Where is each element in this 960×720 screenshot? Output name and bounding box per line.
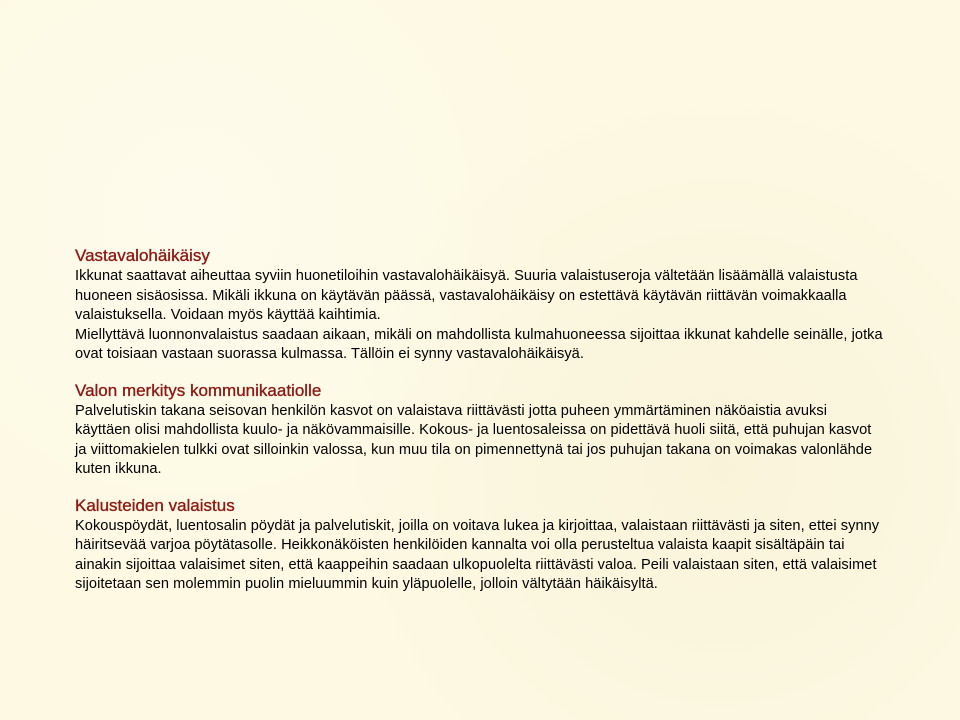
section-kalusteiden-valaistus <box>75 495 883 595</box>
slide-content <box>75 245 883 610</box>
section-paragraph: Miellyttävä luonnonvalaistus saadaan aikaan, mikäli on mahdollista kulmahuoneessa sijoittaa ikkunat kahdelle seinälle, jotka ovat toisiaan vastaan suorassa kulmassa. Tällöin ei synny vastavalohäikäisyä. <box>75 326 883 362</box>
section-heading: Kalusteiden valaistus <box>75 495 235 515</box>
section-heading: Vastavalohäikäisy <box>75 246 210 265</box>
section-paragraph: Kokouspöydät, luentosalin pöydät ja palvelutiskit, joilla on voitava lukea ja kirjoittaa, valaistaan riittävästi ja siten, ettei synny häiritsevää varjoa pöytätasolle. Heikkonäköisten henkilöiden kannalta voi olla perusteltua valaista kaapit sisältäpäin tai ainakin sijoittaa valaisimet siten, että kaappeihin saadaan ulkopuolelta riittävästi valoa. Peili valaistaan siten, että valaisimet sijoitetaan sen molemmin puolin mieluummin kuin yläpuolelle, jolloin vältytään häikäisyltä. <box>75 517 880 592</box>
section-heading: Valon merkitys kommunikaatiolle <box>75 380 322 400</box>
section-paragraph: Ikkunat saattavat aiheuttaa syviin huonetiloihin vastavalohäikäisyä. Suuria valaistuseroja vältetään lisäämällä valaistusta huoneen sisäosissa. Mikäli ikkuna on käytävän päässä, vastavalohäikäisy on estettävä käytävän riittävän voimakkaalla valaistuksella. Voidaan myös käyttää kaihtimia. <box>75 268 858 323</box>
section-valon-merkitys <box>75 380 883 480</box>
section-paragraph: Palvelutiskin takana seisovan henkilön kasvot on valaistava riittävästi jotta puheen ymmärtäminen näköaistia avuksi käyttäen olisi mahdollista kuulo- ja näkövammaisille. Kokous- ja luentosaleissa on pidettävä huoli siitä, että puhujan kasvot ja viittomakielen tulkki ovat silloinkin valossa, kun muu tila on pimennettynä tai jos puhujan takana on voimakas valonlähde kuten ikkuna. <box>75 402 873 477</box>
section-vastavalohaikaisy <box>75 245 883 365</box>
